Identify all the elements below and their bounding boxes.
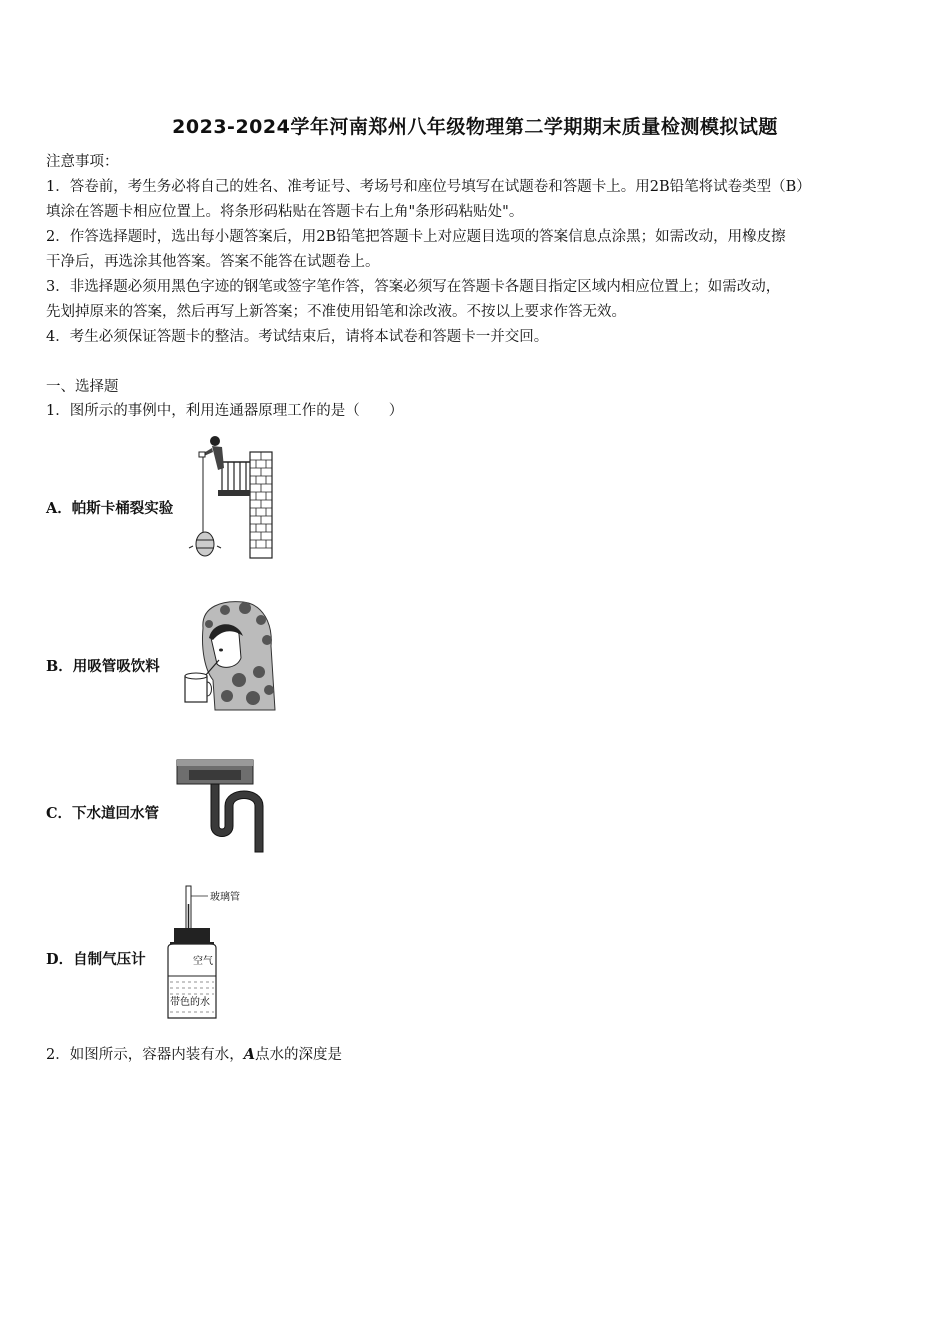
tube-label: 玻璃管	[210, 892, 240, 903]
air-label: 空气	[193, 956, 213, 967]
straw-drinking-figure	[183, 600, 279, 712]
option-c-label: C．下水道回水管	[46, 805, 160, 822]
notice-heading: 注意事项：	[46, 154, 119, 170]
pascal-barrel-figure	[188, 434, 278, 560]
drain-trap-figure	[175, 756, 271, 856]
notice-line: 干净后，再选涂其他答案。答案不能答在试题卷上。	[46, 254, 380, 270]
option-b-label: B．用吸管吸饮料	[46, 658, 160, 675]
notice-line: 2．作答选择题时，选出每小题答案后，用2B铅笔把答题卡上对应题目选项的答案信息点涂黑；如需改动，用橡皮擦	[46, 229, 786, 245]
notice-line: 3．非选择题必须用黑色字迹的钢笔或签字笔作答，答案必须写在答题卡各题目指定区域内相应位置上；如需改动，	[46, 279, 781, 295]
page-title: 2023-2024学年河南郑州八年级物理第二学期期末质量检测模拟试题	[172, 116, 778, 138]
notice-line: 1．答卷前，考生务必将自己的姓名、准考证号、考场号和座位号填写在试题卷和答题卡上。用2B铅笔将试卷类型（B）	[46, 179, 811, 195]
notice-line: 4．考生必须保证答题卡的整洁。考试结束后，请将本试卷和答题卡一并交回。	[46, 329, 549, 345]
question-2-stem-post: 点水的深度是	[255, 1047, 342, 1063]
question-2-stem-pre: 2．如图所示，容器内装有水，	[46, 1047, 244, 1063]
water-label: 带色的水	[170, 997, 210, 1008]
option-d-label: D．自制气压计	[46, 951, 146, 968]
question-2-stem	[46, 1045, 342, 1065]
section-heading: 一、选择题	[46, 379, 119, 395]
question-1-stem: 1．图所示的事例中，利用连通器原理工作的是（ ）	[46, 403, 404, 419]
notice-line: 先划掉原来的答案，然后再写上新答案；不准使用铅笔和涂改液。不按以上要求作答无效。	[46, 304, 626, 320]
point-a-label: A	[243, 1046, 255, 1063]
barometer-figure	[160, 884, 270, 1024]
notice-line: 填涂在答题卡相应位置上。将条形码粘贴在答题卡右上角"条形码粘贴处"。	[46, 204, 524, 220]
option-a-label: A．帕斯卡桶裂实验	[46, 500, 174, 517]
